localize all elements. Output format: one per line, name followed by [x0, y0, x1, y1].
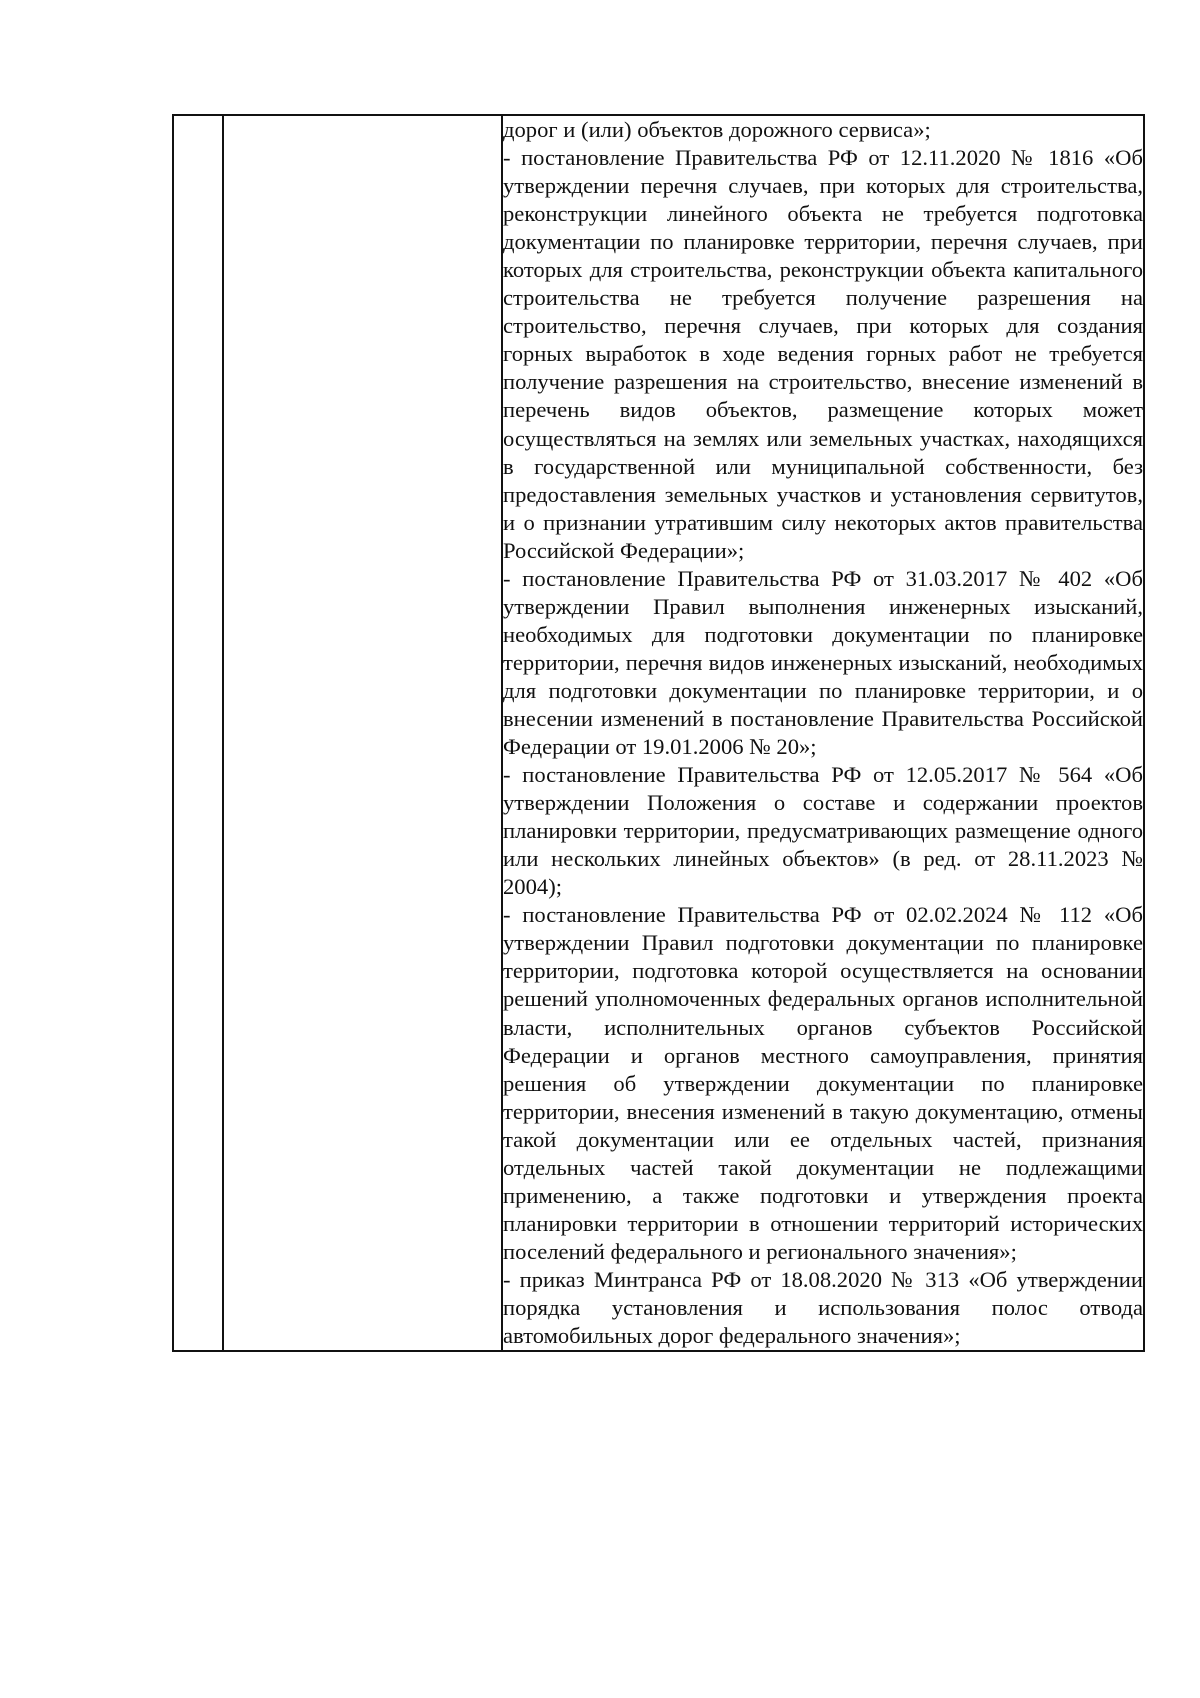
table-row — [173, 115, 1144, 1351]
regulation-item: - постановление Правительства РФ от 31.03.2017 № 402 «Об утверждении Правил выполнения инженерных изысканий, необходимых для подготовки документации по планировке территории, перечня видов инженерных изысканий, необходимых для подготовки документации по планировке территории, и о внесении изменений в постановление Правительства Российской Федерации от 19.01.2006 № 20»; — [503, 565, 1143, 760]
regulation-item: - приказ Минтранса РФ от 18.08.2020 № 313 «Об утверждении порядка установления и использования полос отвода автомобильных дорог федерального значения»; — [503, 1266, 1143, 1349]
regulations-table — [172, 114, 1145, 1352]
regulation-item: - постановление Правительства РФ от 12.05.2017 № 564 «Об утверждении Положения о составе и содержании проектов планировки территории, предусматривающих размещение одного или нескольких линейных объектов» (в ред. от 28.11.2023 № 2004); — [503, 762, 1143, 900]
regulations-list — [503, 116, 1143, 1350]
regulation-item: дорог и (или) объектов дорожного сервиса»; — [503, 117, 931, 142]
regulations-list-cell — [502, 115, 1144, 1351]
regulation-item: - постановление Правительства РФ от 12.11.2020 № 1816 «Об утверждении перечня случаев, при которых для строительства, реконструкции линейного объекта не требуется подготовка документации по планировке территории, перечня случаев, при которых для строительства, реконструкции объекта капитального строительства не требуется получение разрешения на строительство, перечня случаев, при которых для создания горных выработок в ходе ведения горных работ не требуется получение разрешения на строительство, внесение изменений в перечень видов объектов, размещение которых может осуществляться на землях или земельных участках, находящихся в государственной или муниципальной собственности, без предоставления земельных участков и установления сервитутов, и о признании утратившим силу некоторых актов правительства Российской Федерации»; — [503, 145, 1143, 563]
regulation-item: - постановление Правительства РФ от 02.02.2024 № 112 «Об утверждении Правил подготовки документации по планировке территории, подготовка которой осуществляется на основании решений уполномоченных федеральных органов исполнительной власти, исполнительных органов субъектов Российской Федерации и органов местного самоуправления, принятия решения об утверждении документации по планировке территории, внесения изменений в такую документацию, отмены такой документации или ее отдельных частей, признания отдельных частей такой документации не подлежащими применению, а также подготовки и утверждения проекта планировки территории в отношении территорий исторических поселений федерального и регионального значения»; — [503, 902, 1143, 1264]
row-number-cell — [173, 115, 223, 1351]
row-title-cell — [223, 115, 502, 1351]
